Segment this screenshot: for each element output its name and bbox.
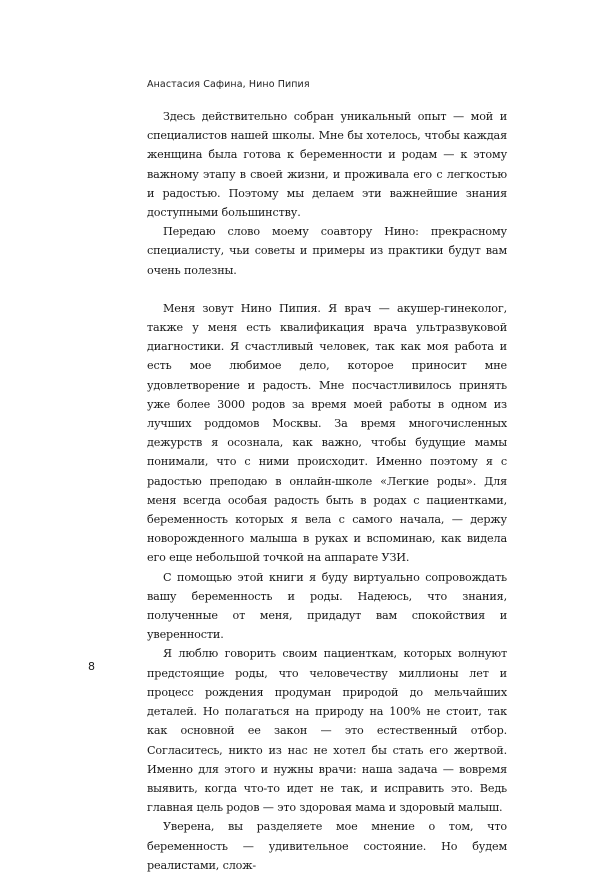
paragraph: Меня зовут Нино Пипия. Я врач — акушер-гинеколог, также у меня есть квалификация врача ультразвуковой диагностики. Я счастливый человек, так как моя работа и есть мое любимое дело, которое приносит мне удовлетворение и радость. Мне посчастливилось принять уже более 3000 родов за время моей работы в одном из лучших роддомов Москвы. За время многочисленных дежурств я осознала, как важно, чтобы будущие мамы понимали, что с ними происходит. Именно поэтому я с радостью преподаю в онлайн-школе «Легкие роды». Для меня всегда особая радость быть в родах с пациентками, беременность которых я вела с самого начала, — держу новорожденного малыша в руках и вспоминаю, как видела его еще небольшой точкой на аппарате УЗИ. bbox=[147, 301, 507, 565]
paragraph: Я люблю говорить своим пациенткам, которых волнуют предстоящие роды, что человечеству миллионы лет и процесс рождения продуман природой до мельчайших деталей. Но полагаться на природу на 100% не стоит, так как основной ее закон — это естественный отбор. Согласитесь, никто из нас не хотел бы стать его жертвой. Именно для этого и нужны врачи: наша задача — вовремя выявить, когда что-то идет не так, и исправить это. Ведь главная цель родов — это здоровая мама и здоровый малыш. bbox=[147, 647, 507, 815]
paragraph: Передаю слово моему соавтору Нино: прекрасному специалисту, чьи советы и примеры из практики будут вам очень полезны. bbox=[147, 225, 507, 277]
paragraph: Здесь действительно собран уникальный опыт — мой и специалистов нашей школы. Мне бы хотелось, чтобы каждая женщина была готова к беременности и родам — к этому важному этапу в своей жизни, и проживала его с легкостью и радостью. Поэтому мы делаем эти важнейшие знания доступными большинству. bbox=[147, 110, 507, 220]
paragraph: Уверена, вы разделяете мое мнение о том, что беременность — удивительное состояние. Но будем реалистами, слож- bbox=[147, 820, 507, 872]
paragraph: С помощью этой книги я буду виртуально сопровождать вашу беременность и роды. Надеюсь, что знания, полученные от меня, придадут вам спокойствия и уверенности. bbox=[147, 570, 507, 642]
running-head: Анастасия Сафина, Нино Пипия bbox=[147, 79, 310, 90]
body-text bbox=[147, 107, 507, 875]
page-number: 8 bbox=[88, 660, 95, 673]
